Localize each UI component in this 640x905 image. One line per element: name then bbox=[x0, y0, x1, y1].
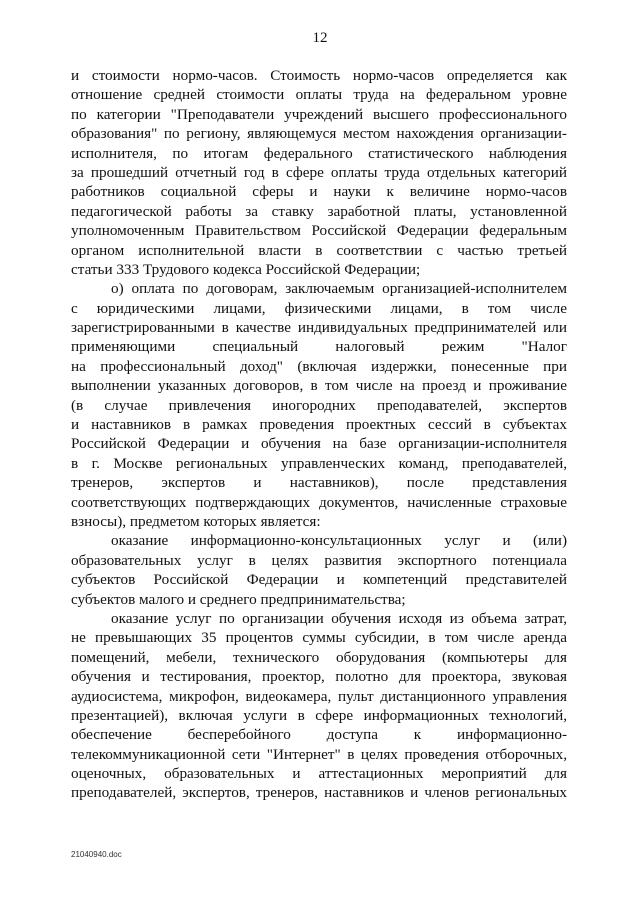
body-text bbox=[71, 66, 567, 803]
paragraph bbox=[71, 279, 567, 531]
text-line: (в случае привлечения иногородних преподавателей, экспертов bbox=[71, 396, 567, 414]
text-line: за прошедший отчетный год в сфере оплаты труда отдельных категорий bbox=[71, 163, 567, 181]
text-line: органом исполнительной власти в соответствии с частью третьей bbox=[71, 241, 567, 259]
text-line: соответствующих подтверждающих документов, начисленные страховые bbox=[71, 493, 567, 511]
text-line: тренеров, экспертов и наставников), после представления bbox=[71, 474, 567, 492]
text-line: оказание услуг по организации обучения исходя из объема затрат, bbox=[111, 609, 567, 627]
text-line: и наставников в рамках проведения проектных сессий в субъектах bbox=[71, 416, 567, 434]
text-line: исполнителя, по итогам федерального статистического наблюдения bbox=[71, 144, 567, 162]
text-line: выполнении указанных договоров, в том числе на проезд и проживание bbox=[71, 377, 567, 395]
page-number: 12 bbox=[312, 30, 328, 46]
text-line: о) оплата по договорам, заключаемым организацией-исполнителем bbox=[111, 280, 567, 298]
paragraph bbox=[71, 609, 567, 803]
text-line: и стоимости нормо-часов. Стоимость нормо-часов определяется как bbox=[71, 67, 567, 84]
text-line: статьи 333 Трудового кодекса Российской Федерации; bbox=[71, 260, 421, 278]
text-line: обеспечение бесперебойного доступа к информационно- bbox=[71, 726, 567, 744]
file-name-footer: 21040940.doc bbox=[71, 850, 122, 859]
text-line: Российской Федерации и обучения на базе организации-исполнителя bbox=[71, 435, 567, 453]
text-line: педагогической работы за ставку заработной платы, установленной bbox=[71, 202, 567, 220]
text-line: применяющими специальный налоговый режим "Налог bbox=[71, 338, 567, 356]
text-line: субъектов Российской Федерации и компетенций представителей bbox=[71, 571, 567, 589]
text-line: уполномоченным Правительством Российской Федерации федеральным bbox=[71, 222, 567, 240]
paragraph bbox=[71, 531, 567, 609]
text-line: аудиосистема, микрофон, видеокамера, пульт дистанционного управления bbox=[71, 687, 567, 705]
text-line: не превышающих 35 процентов суммы субсидии, в том числе аренда bbox=[71, 629, 567, 647]
text-line: работников социальной сферы и науки к величине нормо-часов bbox=[71, 183, 567, 201]
text-line: обучения и тестирования, проектор, полотно для проектора, звуковая bbox=[71, 668, 567, 686]
text-line: по категории "Преподаватели учреждений высшего профессионального bbox=[71, 105, 567, 123]
text-line: зарегистрированными в качестве индивидуальных предпринимателей или bbox=[71, 319, 567, 337]
text-line: телекоммуникационной сети "Интернет" в целях проведения отборочных, bbox=[71, 745, 567, 763]
text-line: оценочных, образовательных и аттестационных мероприятий для bbox=[71, 765, 567, 783]
text-line: помещений, мебели, технического оборудования (компьютеры для bbox=[71, 648, 567, 666]
text-line: взносы), предметом которых является: bbox=[71, 512, 321, 530]
text-line: оказание информационно-консультационных услуг и (или) bbox=[111, 532, 567, 550]
text-line: презентацией), включая услуги в сфере информационных технологий, bbox=[71, 706, 567, 724]
text-line: в г. Москве региональных управленческих команд, преподавателей, bbox=[71, 454, 567, 472]
text-line: субъектов малого и среднего предпринимательства; bbox=[71, 590, 406, 608]
text-line: образования" по региону, являющемуся местом нахождения организации- bbox=[71, 125, 567, 143]
text-line: с юридическими лицами, физическими лицами, в том числе bbox=[71, 299, 567, 317]
text-line: на профессиональный доход" (включая издержки, понесенные при bbox=[71, 357, 567, 375]
paragraph bbox=[71, 66, 567, 279]
text-line: отношение средней стоимости оплаты труда на федеральном уровне bbox=[71, 86, 567, 104]
text-line: образовательных услуг в целях развития экспортного потенциала bbox=[71, 551, 567, 569]
text-line: преподавателей, экспертов, тренеров, наставников и членов региональных bbox=[71, 784, 567, 802]
